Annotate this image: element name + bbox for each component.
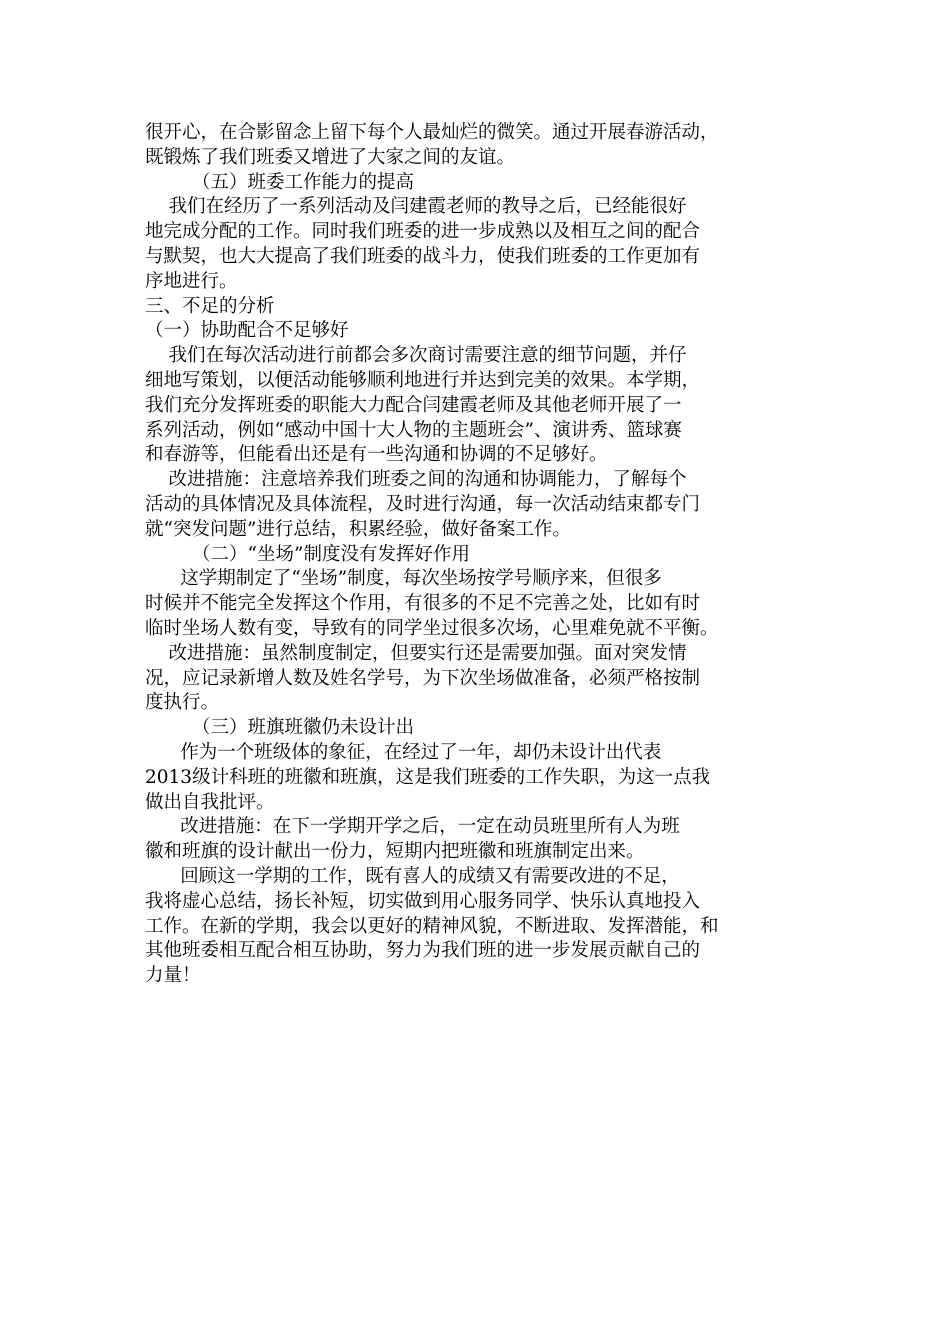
text-line: 时候并不能完全发挥这个作用，有很多的不足不完善之处，比如有时 [145,593,701,615]
section-heading: （五）班委工作能力的提高 [145,171,415,193]
text-line: 力量！ [145,965,201,987]
document-page [145,121,813,989]
text-line: 细地写策划，以便活动能够顺利地进行并达到完美的效果。本学期， [145,369,701,391]
text-line: 很开心，在合影留念上留下每个人最灿烂的微笑。通过开展春游活动， [145,122,719,143]
text-line: 临时坐场人数有变，导致有的同学坐过很多次场，心里难免就不平衡。 [145,617,719,639]
text-line: 做出自我批评。 [145,791,275,813]
text-line: 徽和班旗的设计献出一份力，短期内把班徽和班旗制定出来。 [145,841,645,863]
text-line: 我将虚心总结，扬长补短，切实做到用心服务同学、快乐认真地投入 [145,890,701,912]
text-line: 这学期制定了“坐场”制度，每次坐场按学号顺序来，但很多 [145,568,662,590]
text-line: 序地进行。 [145,270,238,292]
text-line: 活动的具体情况及具体流程，及时进行沟通，每一次活动结束都专门 [145,493,701,515]
text-line: 度执行。 [145,692,220,714]
section-heading: （二）“坐场”制度没有发挥好作用 [145,543,470,565]
text-line: 其他班委相互配合相互协助，努力为我们班的进一步发展贡献自己的 [145,940,701,962]
text-line: 我们在每次活动进行前都会多次商讨需要注意的细节问题，并仔 [145,345,687,367]
text-line: 作为一个班级体的象征，在经过了一年，却仍未设计出代表 [145,741,662,763]
text-line: 地完成分配的工作。同时我们班委的进一步成熟以及相互之间的配合 [145,221,701,243]
section-heading: （一）协助配合不足够好 [145,320,349,342]
text-line: 改进措施：在下一学期开学之后，一定在动员班里所有人为班 [145,816,680,838]
text-line: 改进措施：注意培养我们班委之间的沟通和协调能力，了解每个 [145,469,687,491]
text-line: 我们充分发挥班委的职能大力配合闫建霞老师及其他老师开展了一 [145,394,682,416]
section-heading: 三、不足的分析 [145,295,275,317]
text-line: 和春游等，但能看出还是有一些沟通和协调的不足够好。 [145,444,608,466]
text-line: 回顾这一学期的工作，既有喜人的成绩又有需要改进的不足， [145,865,680,887]
text-line: 工作。在新的学期，我会以更好的精神风貌，不断进取、发挥潜能，和 [145,915,719,937]
text-line: 况，应记录新增人数及姓名学号，为下次坐场做准备，必须严格按制 [145,667,701,689]
section-heading: （三）班旗班徽仍未设计出 [145,717,415,739]
text-line: 既锻炼了我们班委又增进了大家之间的友谊。 [145,146,516,168]
text-line: 系列活动，例如“感动中国十大人物的主题班会”、演讲秀、篮球赛 [145,419,682,441]
text-line: 我们在经历了一系列活动及闫建霞老师的教导之后，已经能很好 [145,196,687,218]
text-line: 就“突发问题”进行总结，积累经验，做好备案工作。 [145,518,571,540]
text-line: 改进措施：虽然制度制定，但要实行还是需要加强。面对突发情 [145,642,687,664]
text-line: 与默契，也大大提高了我们班委的战斗力，使我们班委的工作更加有 [145,245,701,267]
text-line: 2013级计科班的班徽和班旗，这是我们班委的工作失职，为这一点我 [145,766,711,788]
